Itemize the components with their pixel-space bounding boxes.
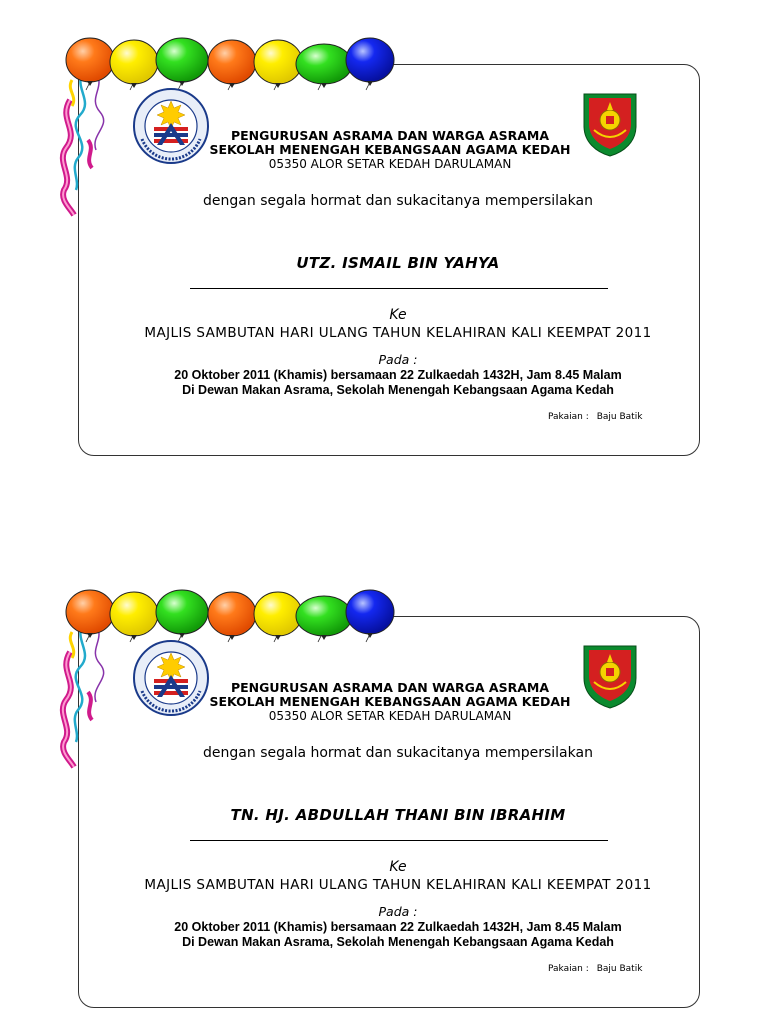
invitation-card-1 [0, 30, 768, 470]
event-datetime: 20 Oktober 2011 (Khamis) bersamaan 22 Zulkaedah 1432H, Jam 8.45 Malam [174, 368, 622, 382]
header-school: SEKOLAH MENENGAH KEBANGSAAN AGAMA KEDAH [209, 694, 571, 709]
invitation-card-2 [0, 582, 768, 1022]
event-title: MAJLIS SAMBUTAN HARI ULANG TAHUN KELAHIRAN KALI KEEMPAT 2011 [144, 877, 652, 893]
attire-label: Pakaian : [548, 412, 589, 422]
header-organization: PENGURUSAN ASRAMA DAN WARGA ASRAMA [230, 128, 550, 143]
on-label: Pada : [378, 352, 418, 367]
to-label: Ke [389, 307, 407, 323]
attire-value: Baju Batik [596, 964, 643, 974]
attire-note [548, 412, 642, 422]
guest-name: TN. HJ. ABDULLAH THANI BIN IBRAHIM [230, 806, 566, 824]
header-school: SEKOLAH MENENGAH KEBANGSAAN AGAMA KEDAH [209, 142, 571, 157]
event-datetime: 20 Oktober 2011 (Khamis) bersamaan 22 Zulkaedah 1432H, Jam 8.45 Malam [174, 920, 622, 934]
on-label: Pada : [378, 904, 418, 919]
event-title: MAJLIS SAMBUTAN HARI ULANG TAHUN KELAHIRAN KALI KEEMPAT 2011 [144, 325, 652, 341]
to-label: Ke [389, 859, 407, 875]
guest-name: UTZ. ISMAIL BIN YAHYA [296, 254, 500, 272]
name-underline [190, 840, 608, 841]
name-underline [190, 288, 608, 289]
attire-label: Pakaian : [548, 964, 589, 974]
header-address: 05350 ALOR SETAR KEDAH DARULAMAN [268, 157, 512, 171]
header-organization: PENGURUSAN ASRAMA DAN WARGA ASRAMA [230, 680, 550, 695]
header-address: 05350 ALOR SETAR KEDAH DARULAMAN [268, 709, 512, 723]
invitation-text: dengan segala hormat dan sukacitanya mempersilakan [203, 193, 593, 209]
attire-note [548, 964, 642, 974]
event-venue: Di Dewan Makan Asrama, Sekolah Menengah Kebangsaan Agama Kedah [182, 383, 614, 397]
invitation-text: dengan segala hormat dan sukacitanya mempersilakan [203, 745, 593, 761]
event-venue: Di Dewan Makan Asrama, Sekolah Menengah Kebangsaan Agama Kedah [182, 935, 614, 949]
attire-value: Baju Batik [596, 412, 643, 422]
